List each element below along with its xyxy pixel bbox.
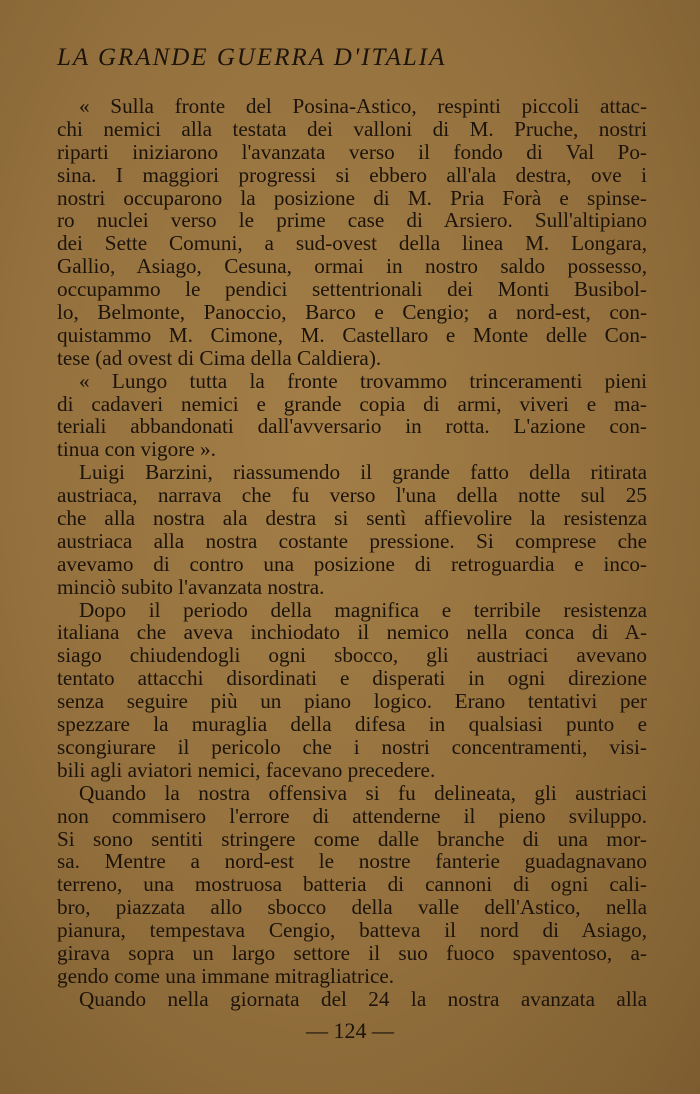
text-line: dei Sette Comuni, a sud-ovest della linea M. Longara, bbox=[57, 231, 647, 256]
body-text bbox=[57, 95, 647, 1011]
running-head: LA GRANDE GUERRA D'ITALIA bbox=[57, 44, 447, 71]
text-line: scongiurare il pericolo che i nostri concentramenti, visi- bbox=[57, 734, 647, 759]
text-line: sa. Mentre a nord-est le nostre fanterie guadagnavano bbox=[57, 849, 647, 874]
text-line: non commisero l'errore di attenderne il pieno sviluppo. bbox=[57, 803, 647, 828]
text-line: Luigi Barzini, riassumendo il grande fatto della ritirata bbox=[79, 460, 647, 485]
text-line: terreno, una mostruosa batteria di cannoni di ogni cali- bbox=[57, 872, 647, 897]
text-line: che alla nostra ala destra si sentì affievolire la resistenza bbox=[57, 506, 647, 531]
text-line: austriaca alla nostra costante pressione. Si comprese che bbox=[57, 528, 647, 553]
text-line: Si sono sentiti stringere come dalle branche di una mor- bbox=[57, 826, 647, 851]
text-line: senza seguire più un piano logico. Erano tentativi per bbox=[57, 689, 647, 714]
text-line: tinua con vigore ». bbox=[57, 437, 216, 462]
text-line: lo, Belmonte, Panoccio, Barco e Cengio; a nord-est, con- bbox=[57, 300, 647, 325]
text-line: occupammo le pendici settentrionali dei Monti Busibol- bbox=[57, 277, 647, 302]
text-line: « Lungo tutta la fronte trovammo trinceramenti pieni bbox=[79, 368, 647, 393]
text-line: riparti iniziarono l'avanzata verso il fondo di Val Po- bbox=[57, 139, 647, 164]
text-line: di cadaveri nemici e grande copia di armi, viveri e ma- bbox=[57, 391, 647, 416]
text-line: spezzare la muraglia della difesa in qualsiasi punto e bbox=[57, 712, 647, 737]
text-line: sina. I maggiori progressi si ebbero all'ala destra, ove i bbox=[57, 162, 647, 187]
text-line: « Sulla fronte del Posina-Astico, respinti piccoli attac- bbox=[79, 94, 647, 118]
text-line: quistammo M. Cimone, M. Castellaro e Monte delle Con- bbox=[57, 322, 647, 347]
text-line: bili agli aviatori nemici, facevano precedere. bbox=[57, 757, 436, 782]
text-line: Quando la nostra offensiva si fu delineata, gli austriaci bbox=[79, 780, 647, 805]
text-line: teriali abbandonati dall'avversario in rotta. L'azione con- bbox=[57, 414, 647, 439]
text-line: Dopo il periodo della magnifica e terribile resistenza bbox=[79, 597, 647, 622]
text-line: bro, piazzata allo sbocco della valle dell'Astico, nella bbox=[57, 895, 647, 920]
text-line: ro nuclei verso le prime case di Arsiero. Sull'altipiano bbox=[57, 208, 647, 233]
text-line: chi nemici alla testata dei valloni di M. Pruche, nostri bbox=[57, 116, 647, 141]
text-line: gendo come una immane mitragliatrice. bbox=[57, 963, 395, 988]
text-line: minciò subito l'avanzata nostra. bbox=[57, 574, 325, 599]
text-line: siago chiudendogli ogni sbocco, gli austriaci avevano bbox=[57, 643, 647, 668]
text-line: italiana che aveva inchiodato il nemico nella conca di A- bbox=[57, 620, 647, 645]
text-line: nostri occuparono la posizione di M. Pria Forà e spinse- bbox=[57, 185, 647, 210]
text-line: Quando nella giornata del 24 la nostra avanzata alla bbox=[79, 986, 647, 1011]
text-line: pianura, tempestava Cengio, batteva il nord di Asiago, bbox=[57, 918, 647, 943]
text-line: tese (ad ovest di Cima della Caldiera). bbox=[57, 345, 382, 370]
text-line: avevamo di contro una posizione di retroguardia e inco- bbox=[57, 551, 647, 576]
text-line: austriaca, narrava che fu verso l'una della notte sul 25 bbox=[57, 483, 647, 508]
text-line: girava sopra un largo settore il suo fuoco spaventoso, a- bbox=[57, 940, 647, 965]
page-number: — 124 — bbox=[306, 1018, 394, 1043]
text-line: Gallio, Asiago, Cesuna, ormai in nostro saldo possesso, bbox=[57, 254, 647, 279]
text-line: tentato attacchi disordinati e disperati in ogni direzione bbox=[57, 666, 647, 691]
